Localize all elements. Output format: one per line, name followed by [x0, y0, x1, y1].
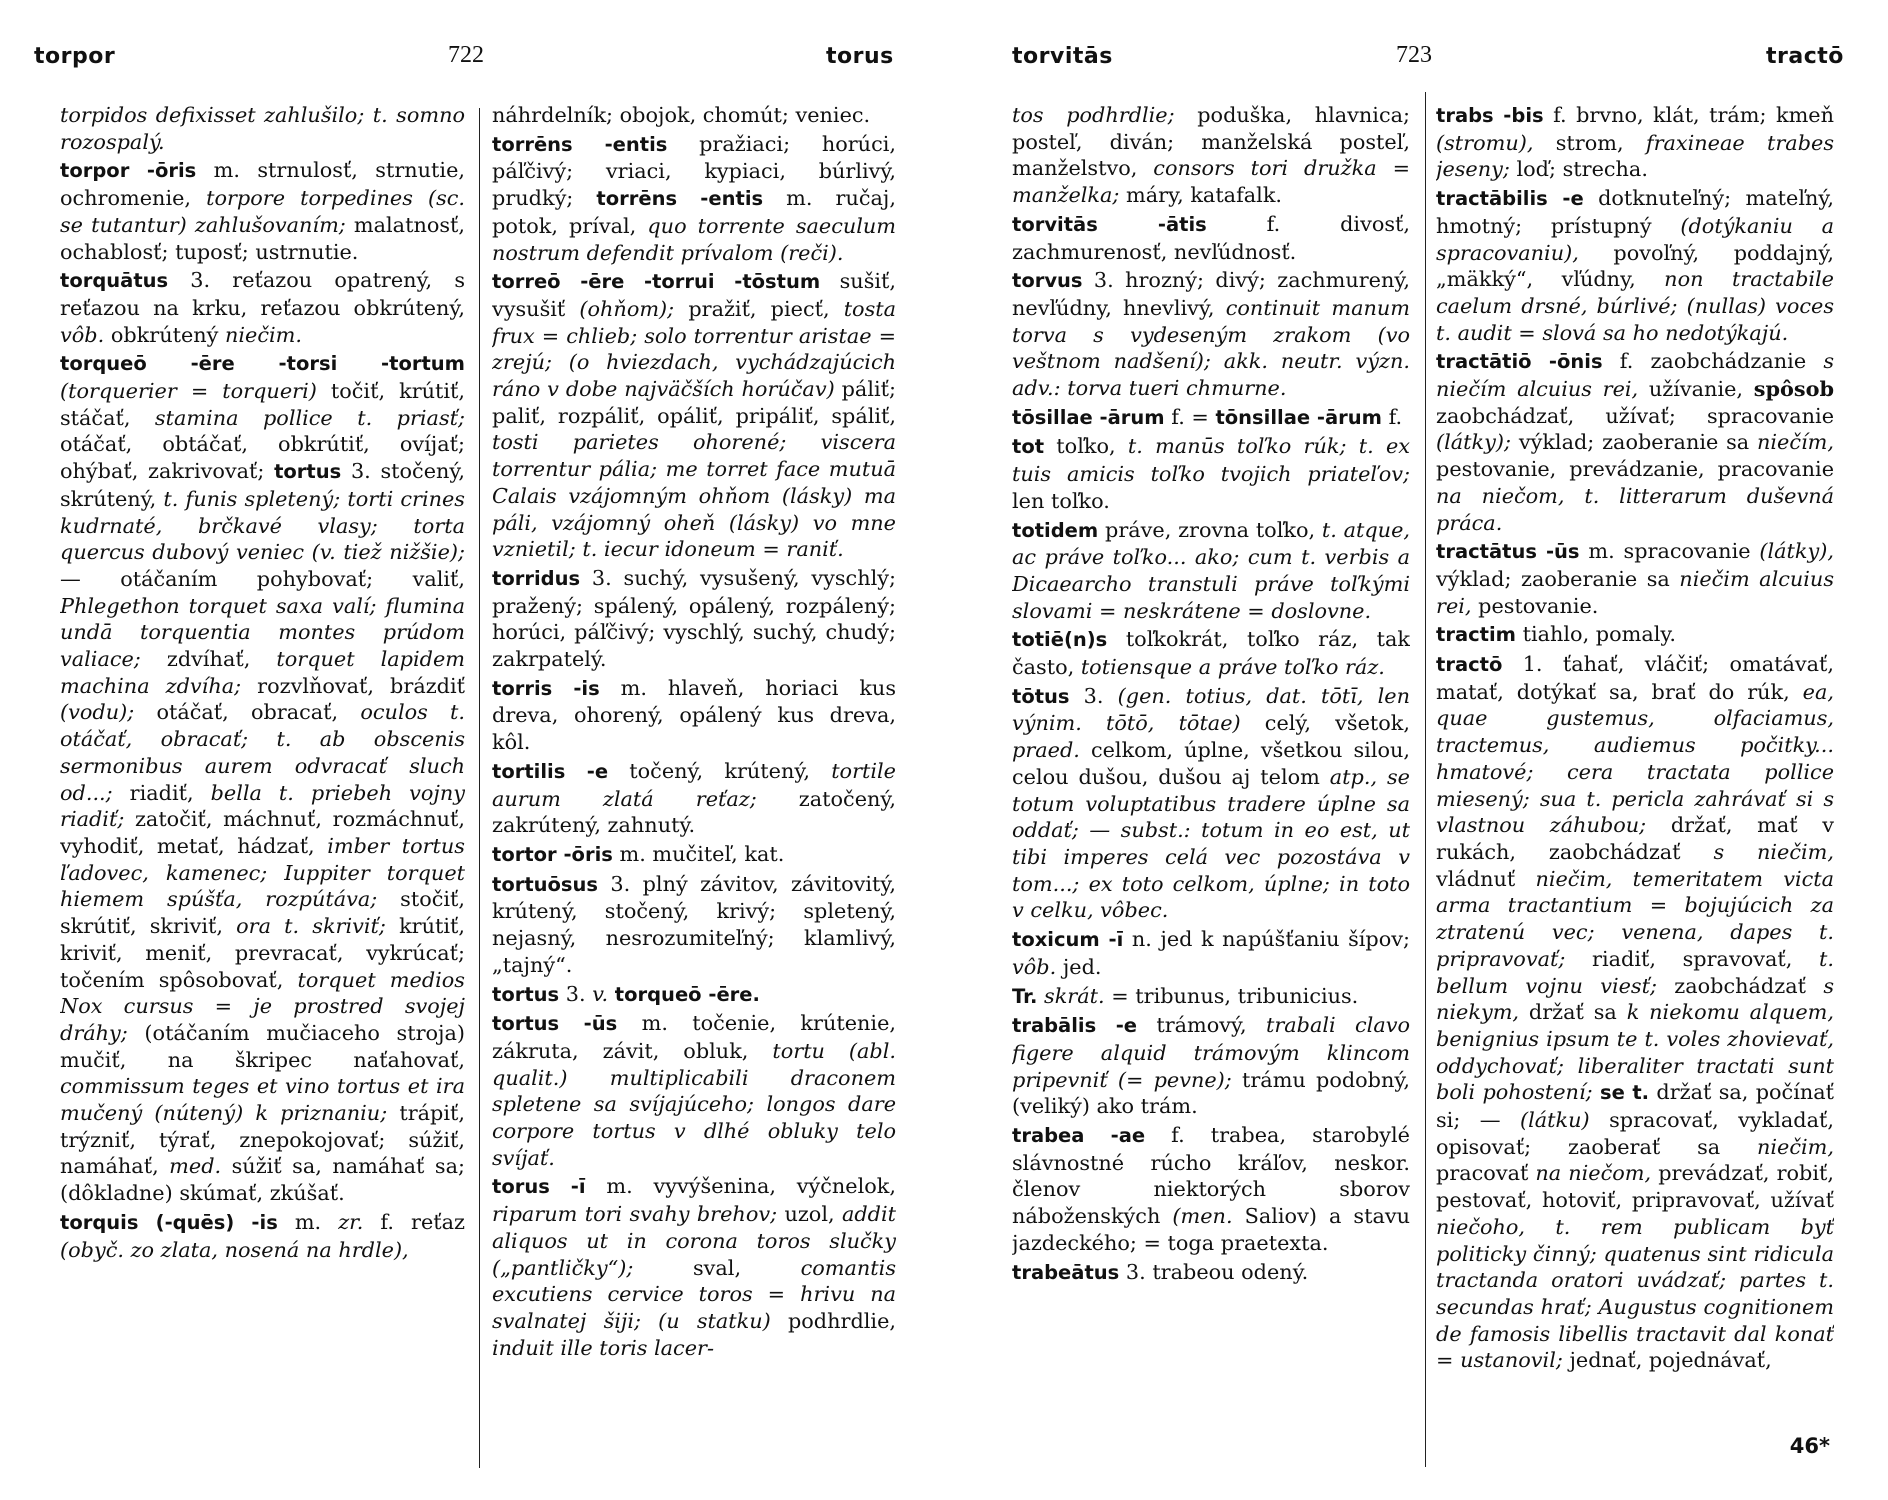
left-header-guideword-first: torpor [34, 44, 116, 69]
dictionary-entry: tortor -ōris m. mučiteľ, kat. [492, 841, 785, 866]
dictionary-entry: torqueō -ēre -torsi -tortum (torquerier = torqueri) točiť, krútiť, stáčať, stamina pollice t. priasť; otáčať, obtáčať, obkrútiť, ovíjať; ohýbať, zakrivovať; tortus 3. stočený, skrútený, t. funis spletený; torti crines kudrnaté, brčkavé vlasy; torta quercus dubový veniec (v. tiež nižšie); — otáčaním pohybovať; valiť, Phlegethon torquet saxa valí; flumina undā torquentia montes prúdom valiace; zdvíhať, torquet lapidem machina zdvíha; rozvlňovať, brázdiť (vodu); otáčať, obracať, oculos t. otáčať, obracať; t. ab obscenis sermonibus aurem odvracať sluch od...; riadiť, bella t. priebeh vojny riadiť; zatočiť, máchnuť, rozmáchnuť, vyhodiť, metať, hádzať, imber tortus ľadovec, kamenec; Iuppiter torquet hiemem spúšťa, rozpútáva; stočiť, skrútiť, skriviť, ora t. skriviť; krútiť, kriviť, meniť, prevracať, vykrúcať; točením spôsobovať, torquet medios Nox cursus = je prostred svojej dráhy; (otáčaním mučiaceho stroja) mučiť, na škripec naťahovať, commissum teges et vino tortus et ira mučený (nútený) k priznaniu; trápiť, trýzniť, týrať, znepokojovať; súžiť, namáhať, med. súžiť sa, namáhať sa; (dôkladne) skúmať, zkúšať. [60, 352, 465, 1206]
dictionary-entry: totidem práve, zrovna toľko, t. atque, ac práve toľko... ako; cum t. verbis a Dicaearcho transtuli práve toľkými slovami = neskrátene = doslovne. [1012, 517, 1410, 623]
dictionary-entry: totiē(n)s toľkokrát, toľko ráz, tak často, totiensque a práve toľko ráz. [1012, 627, 1410, 680]
dictionary-entry: tractātiō -ōnis f. zaobchádzanie s niečím alcuius rei, užívanie, spôsob zaobchádzať, užívať; spracovanie (látky); výklad; zaoberanie sa niečím, pestovanie, prevádzanie, pracovanie na niečom, t. litterarum duševná práca. [1436, 349, 1834, 535]
dictionary-entry: Tr. skrát. = tribunus, tribunicius. [1012, 983, 1359, 1008]
column-divider [1425, 92, 1426, 1467]
dictionary-entry: torvitās -ātis f. divosť, zachmurenosť, nevľúdnosť. [1012, 211, 1410, 264]
left-page-column-1 [60, 102, 465, 1482]
dictionary-entry: trabea -ae f. trabea, starobylé slávnostné rúcho kráľov, neskor. členov niektorých sborov náboženských (men. Saliov) a stavu jazdeckého; = toga praetexta. [1012, 1123, 1410, 1255]
dictionary-entry: torrēns -entis pražiaci; horúci, páľčivý; vriaci, kypiaci, búrlivý, prudký; torrēns -entis m. ručaj, potok, príval, quo torrente saeculum nostrum defendit prívalom (reči). [492, 131, 896, 265]
dictionary-entry: torvus 3. hrozný; divý; zachmurený, nevľúdny, hnevlivý, continuit manum torva s vydeseným zrakom (vo veštnom nadšení); akk. neutr. význ. adv.: torva tueri chmurne. [1012, 268, 1410, 401]
dictionary-entry: tractō 1. ťahať, vláčiť; omatávať, matať, dotýkať sa, brať do rúk, ea, quae gustemus, olfaciamus, tractemus, audiemus počitky... hmatové; cera tractata pollice miesený; sua t. pericla zahrávať si s vlastnou záhubou; držať, mať v rukách, zaobchádzať s niečim, vládnuť niečim, temeritatem victa arma tractantium = bojujúcich za ztratenú vec; venena, dapes t. pripravovať; riadiť, spravovať, t. bellum vojnu viesť; zaobchádzať s niekym, držať sa k niekomu alquem, benignius ipsum te t. voles zhovievať, oddychovať; liberaliter tractati sunt boli pohostení; se t. držať sa, počínať si; — (látku) spracovať, vykladať, opisovať; zaoberať sa niečim, pracovať na niečom, prevádzať, robiť, pestovať, hotoviť, pripravovať, užívať niečoho, t. rem publicam byť politicky činný; quatenus sint ridicula tractanda oratori uvádzať; partes t. secundas hrať; Augustus cognitionem de famosis libellis tractavit dal konať = ustanovil; jednať, pojednávať, [1436, 652, 1834, 1373]
right-header-guideword-last: tractō [1766, 44, 1844, 69]
dictionary-entry: torreō -ēre -torrui -tōstum sušiť, vysušiť (ohňom); pražiť, piecť, tosta frux = chlieb; solo torrentur aristae = zrejú; (o hviezdach, vychádzajúcich ráno v dobe najväčších horúčav) páliť; paliť, rozpáliť, opáliť, pripáliť, spáliť, tosti parietes ohorené; viscera torrentur pália; me torret face mutuā Calais vzájomným ohňom (lásky) ma páli, vzájomný oheň (lásky) vo mne vznietil; t. iecur idoneum = raniť. [492, 269, 896, 562]
dictionary-entry: tortilis -e točený, krútený, tortile aurum zlatá reťaz; zatočený, zakrútený, zahnutý. [492, 758, 896, 838]
dictionary-entry: tortus 3. v. torqueō -ēre. [492, 981, 760, 1006]
right-page-column-1 [1012, 102, 1410, 1482]
dictionary-entry: tos podhrdlie; poduška, hlavnica; posteľ, diván; manželská posteľ, manželstvo, consors tori družka = manželka; máry, katafalk. [1012, 103, 1410, 208]
right-page [944, 0, 1888, 1500]
dictionary-entry: trabeātus 3. trabeou odený. [1012, 1259, 1309, 1284]
dictionary-entry: tortus -ūs m. točenie, krútenie, zákruta, závit, obluk, tortu (abl. qualit.) multiplicabili draconem spletene sa svíjajúceho; longos dare corpore tortus v dlhé obluky telo svíjať. [492, 1011, 896, 1170]
dictionary-entry: tōsillae -ārum f. = tōnsillae -ārum f. [1012, 404, 1403, 429]
dictionary-entry: torquis (-quēs) -is m. zr. f. reťaz (obyč. zo zlata, nosená na hrdle), [60, 1209, 465, 1262]
left-page-number: 722 [448, 42, 484, 68]
right-header-guideword-first: torvitās [1012, 44, 1113, 69]
dictionary-entry: tractātus -ūs m. spracovanie (látky), výklad; zaoberanie sa niečim alcuius rei, pestovanie. [1436, 539, 1834, 618]
right-page-header [944, 38, 1888, 78]
dictionary-entry: tractābilis -e dotknuteľný; mateľný, hmotný; prístupný (dotýkaniu a spracovaniu), povoľný, poddajný, „mäkký“, vľúdny, non tractabile caelum drsné, búrlivé; (nullas) voces t. audit = slová sa ho nedotýkajú. [1436, 186, 1834, 345]
dictionary-entry: torpidos defixisset zahlušilo; t. somno rozospalý. [60, 103, 465, 154]
dictionary-entry: tractim tiahlo, pomaly. [1436, 622, 1676, 647]
dictionary-entry: torridus 3. suchý, vysušený, vyschlý; pražený; spálený, opálený, rozpálený; horúci, páľčivý; vyschlý, suchý, chudý; zakrpatelý. [492, 565, 896, 672]
right-page-number: 723 [1396, 42, 1432, 68]
left-page-header [0, 38, 944, 78]
dictionary-entry: trabs -bis f. brvno, klát, trám; kmeň (stromu), strom, fraxineae trabes jeseny; loď; strecha. [1436, 103, 1834, 182]
dictionary-entry: torpor -ōris m. strnulosť, strnutie, ochromenie, torpore torpedines (sc. se tutantur) zahlušovaním; malatnosť, ochablosť; tuposť; ustrnutie. [60, 158, 465, 264]
left-header-guideword-last: torus [826, 44, 894, 69]
dictionary-entry: tortuōsus 3. plný závitov, závitovitý, krútený, stočený, krivý; spletený, nejasný, nesrozumiteľný; klamlivý, „tajný“. [492, 871, 896, 977]
right-page-column-2 [1436, 102, 1834, 1482]
left-page-column-2 [492, 102, 896, 1482]
dictionary-entry: torris -is m. hlaveň, horiaci kus dreva, ohorený, opálený kus dreva, kôl. [492, 675, 896, 755]
column-divider [479, 108, 480, 1468]
dictionary-entry: toxicum -ī n. jed k napúšťaniu šípov; vôb. jed. [1012, 927, 1410, 979]
dictionary-entry: torquātus 3. reťazou opatrený, s reťazou na krku, reťazou obkrútený, vôb. obkrútený niečim. [60, 268, 465, 347]
dictionary-entry: torus -ī m. vyvýšenina, výčnelok, riparum tori svahy brehov; uzol, addit aliquos ut in corona toros slučky („pantličky“); sval, comantis excutiens cervice toros = hrivu na svalnatej šiji; (u statku) podhrdlie, induit ille toris lacer- [492, 1174, 896, 1360]
dictionary-entry: tōtus 3. (gen. totius, dat. tōtī, len výnim. tōtō, tōtae) celý, všetok, praed. celkom, úplne, všetkou silou, celou dušou, dušou aj telom atp., se totum voluptatibus tradere úplne sa oddať; — subst.: totum in eo est, ut tibi imperes celá vec pozostáva v tom...; ex toto celkom, úplne; in toto v celku, vôbec. [1012, 683, 1410, 923]
dictionary-entry: trabālis -e trámový, trabali clavo figere alquid trámovým klincom pripevniť (= pevne); trámu podobný, (veliký) ako trám. [1012, 1013, 1410, 1119]
signature-mark: 46* [1789, 1434, 1830, 1458]
dictionary-entry: tot toľko, t. manūs toľko rúk; t. ex tuis amicis toľko tvojich priateľov; len toľko. [1012, 434, 1410, 513]
dictionary-entry: náhrdelník; obojok, chomút; veniec. [492, 103, 871, 127]
